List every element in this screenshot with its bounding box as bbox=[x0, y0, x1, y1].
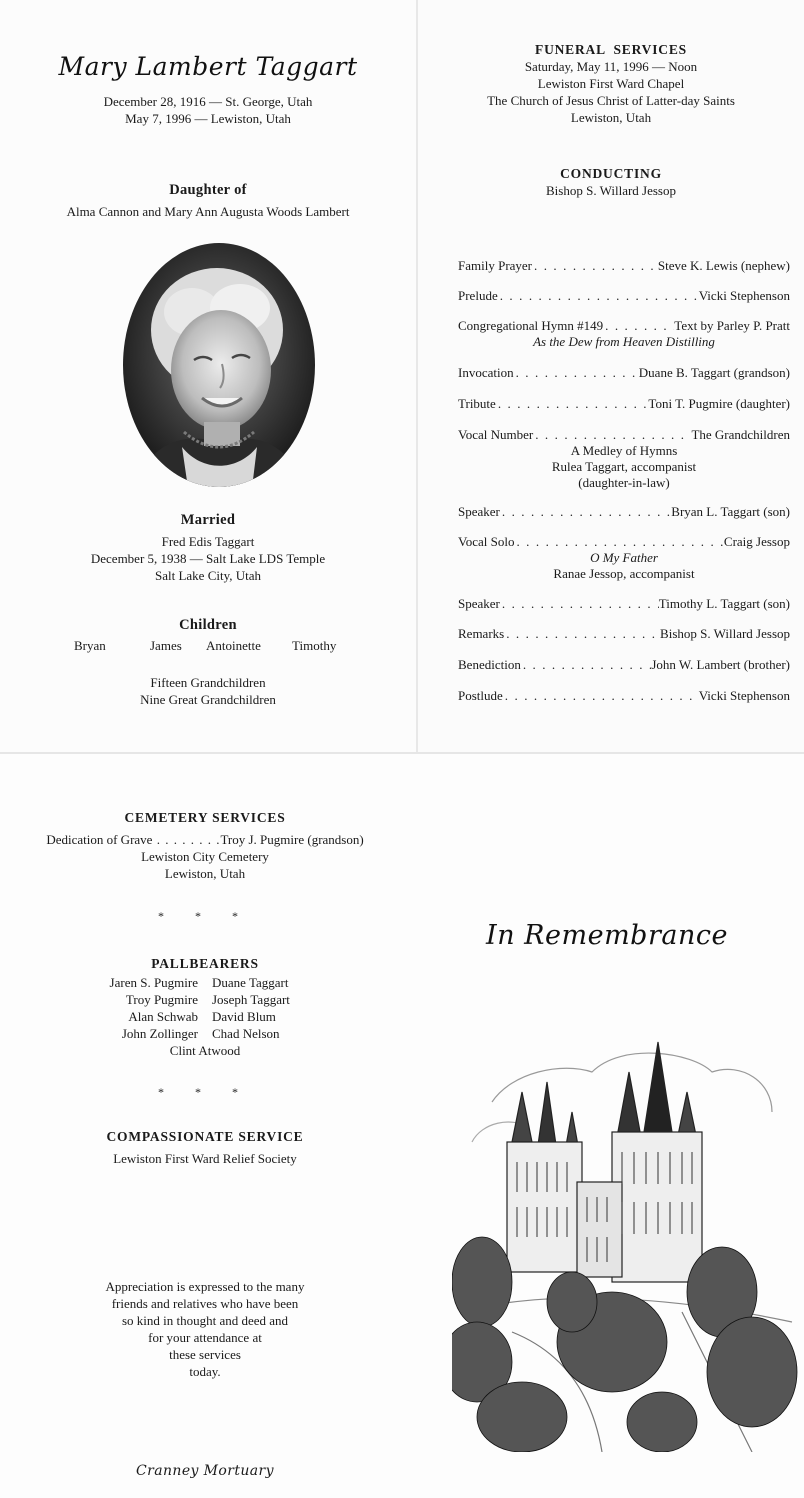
parents-names: Alma Cannon and Mary Ann Augusta Woods Lambert bbox=[66, 204, 350, 219]
program-value: Bryan L. Taggart (son) bbox=[671, 504, 790, 519]
program-row bbox=[458, 318, 790, 350]
program-value: Vicki Stephenson bbox=[698, 288, 790, 303]
program-label: Invocation bbox=[458, 365, 514, 380]
program-label: Prelude bbox=[458, 288, 498, 303]
appreciation-line: for your attendance at bbox=[148, 1330, 262, 1345]
program-row bbox=[458, 626, 790, 642]
cemetery-name: Lewiston City Cemetery bbox=[141, 849, 269, 864]
appreciation-line: so kind in thought and deed and bbox=[121, 1313, 289, 1328]
great-grandchildren-count: Nine Great Grandchildren bbox=[140, 692, 276, 707]
dot-leader bbox=[496, 396, 649, 412]
death-line: May 7, 1996 — Lewiston, Utah bbox=[125, 111, 291, 126]
chapel-name: Lewiston First Ward Chapel bbox=[537, 76, 685, 91]
program-label: Benediction bbox=[458, 657, 521, 672]
program-label: Speaker bbox=[458, 596, 500, 611]
marriage-section bbox=[0, 512, 416, 584]
marriage-date: December 5, 1938 — Salt Lake LDS Temple bbox=[90, 551, 326, 566]
grandchildren-count: Fifteen Grandchildren bbox=[150, 675, 266, 690]
parents-section bbox=[0, 182, 416, 220]
grandchildren-section bbox=[0, 674, 416, 708]
funeral-section bbox=[418, 42, 804, 126]
program-label: Remarks bbox=[458, 626, 505, 641]
program-label: Vocal Number bbox=[458, 427, 534, 442]
married-heading: Married bbox=[180, 512, 236, 528]
dot-leader bbox=[521, 657, 652, 673]
dot-leader bbox=[504, 626, 660, 642]
program-row bbox=[458, 365, 790, 381]
conducting-heading: CONDUCTING bbox=[560, 166, 662, 181]
daughter-heading: Daughter of bbox=[169, 182, 247, 198]
dot-leader bbox=[603, 318, 674, 334]
program-row bbox=[458, 427, 790, 491]
mortuary-name: Cranney Mortuary bbox=[136, 1463, 274, 1479]
funeral-heading: FUNERAL SERVICES bbox=[535, 42, 687, 57]
pallbearer-name: David Blum bbox=[212, 1009, 276, 1024]
funeral-date: Saturday, May 11, 1996 — Noon bbox=[524, 59, 698, 74]
program-label: Vocal Solo bbox=[458, 534, 515, 549]
dedication-label: Dedication of Grave bbox=[46, 832, 153, 847]
solo-accompanist: Ranae Jessop, accompanist bbox=[553, 566, 695, 581]
conductor-name: Bishop S. Willard Jessop bbox=[546, 183, 676, 198]
pallbearer-name: Duane Taggart bbox=[212, 975, 289, 990]
cover-title: In Remembrance bbox=[486, 920, 728, 951]
funeral-city: Lewiston, Utah bbox=[570, 110, 652, 125]
solo-title: O My Father bbox=[590, 550, 658, 565]
appreciation-line: today. bbox=[189, 1364, 221, 1379]
pallbearer-name: Jaren S. Pugmire bbox=[109, 975, 198, 990]
compassionate-section bbox=[0, 1129, 410, 1167]
life-dates bbox=[0, 93, 416, 127]
pallbearer-name: John Zollinger bbox=[121, 1026, 198, 1041]
program-value: Timothy L. Taggart (son) bbox=[658, 596, 790, 611]
hymn-title: As the Dew from Heaven Distilling bbox=[533, 334, 715, 349]
separator-stars: * * * bbox=[158, 1085, 252, 1099]
dot-leader bbox=[500, 596, 659, 612]
compassionate-org: Lewiston First Ward Relief Society bbox=[113, 1151, 297, 1166]
program-value: The Grandchildren bbox=[691, 427, 790, 442]
cemetery-heading: CEMETERY SERVICES bbox=[124, 810, 286, 825]
program-row bbox=[458, 396, 790, 412]
program-panel bbox=[418, 0, 804, 752]
temple-illustration bbox=[452, 1032, 798, 1452]
birth-line: December 28, 1916 — St. George, Utah bbox=[103, 94, 313, 109]
dedication-line bbox=[0, 831, 410, 848]
vocal-number-detail: Rulea Taggart, accompanist bbox=[551, 459, 697, 474]
dot-leader bbox=[500, 504, 671, 520]
children-heading: Children bbox=[179, 617, 237, 633]
appreciation-line: friends and relatives who have been bbox=[111, 1296, 299, 1311]
program-label: Postlude bbox=[458, 688, 503, 703]
child-name: Antoinette bbox=[206, 638, 261, 653]
program-row bbox=[458, 258, 790, 274]
church-name: The Church of Jesus Christ of Latter-day Saints bbox=[487, 93, 735, 108]
children-list bbox=[0, 637, 416, 654]
vocal-number-detail: A Medley of Hymns bbox=[570, 443, 678, 458]
program-value: Duane B. Taggart (grandson) bbox=[638, 365, 790, 380]
program-row bbox=[458, 288, 790, 304]
pallbearers-list bbox=[95, 974, 315, 1042]
child-name: Bryan bbox=[74, 638, 106, 653]
appreciation-line: Appreciation is expressed to the many bbox=[105, 1279, 305, 1294]
deceased-name: Mary Lambert Taggart bbox=[58, 52, 358, 81]
program-value: Bishop S. Willard Jessop bbox=[660, 626, 790, 641]
program-value: Steve K. Lewis (nephew) bbox=[657, 258, 790, 273]
pallbearer-name: Alan Schwab bbox=[128, 1009, 198, 1024]
spouse-name: Fred Edis Taggart bbox=[161, 534, 255, 549]
program-row bbox=[458, 688, 790, 704]
cemetery-section bbox=[0, 810, 410, 882]
vocal-number-detail: (daughter-in-law) bbox=[578, 475, 670, 490]
cemetery-city: Lewiston, Utah bbox=[164, 866, 246, 881]
program-label: Family Prayer bbox=[458, 258, 533, 273]
program-value: Toni T. Pugmire (daughter) bbox=[648, 396, 790, 411]
dot-leader bbox=[514, 534, 723, 550]
pallbearer-name: Troy Pugmire bbox=[125, 992, 198, 1007]
dot-leader bbox=[532, 258, 658, 274]
separator-stars: * * * bbox=[158, 909, 252, 923]
pallbearer-name: Joseph Taggart bbox=[212, 992, 290, 1007]
program-value: John W. Lambert (brother) bbox=[651, 657, 790, 672]
conducting-section bbox=[418, 166, 804, 199]
program-label: Speaker bbox=[458, 504, 500, 519]
dot-leader bbox=[533, 427, 691, 443]
program-value: Craig Jessop bbox=[723, 534, 790, 549]
child-name: James bbox=[150, 638, 182, 653]
dot-leader bbox=[514, 365, 639, 381]
program-row bbox=[458, 657, 790, 673]
dot-leader bbox=[498, 288, 699, 304]
portrait-photo bbox=[122, 242, 316, 488]
program-value: Vicki Stephenson bbox=[698, 688, 790, 703]
program-row bbox=[458, 596, 790, 612]
pallbearers-heading: PALLBEARERS bbox=[151, 956, 259, 971]
child-name: Timothy bbox=[292, 638, 337, 653]
program-row bbox=[458, 534, 790, 582]
pallbearer-name: Clint Atwood bbox=[169, 1043, 241, 1058]
dedication-value: Troy J. Pugmire (grandson) bbox=[220, 832, 364, 847]
appreciation-line: these services bbox=[169, 1347, 241, 1362]
pallbearer-name: Chad Nelson bbox=[212, 1026, 280, 1041]
program-value: Text by Parley P. Pratt bbox=[674, 318, 790, 333]
dot-leader: . . . . . . . . bbox=[152, 832, 221, 847]
marriage-place: Salt Lake City, Utah bbox=[154, 568, 262, 583]
compassionate-heading: COMPASSIONATE SERVICE bbox=[106, 1129, 304, 1144]
dot-leader bbox=[503, 688, 699, 704]
program-label: Congregational Hymn #149 bbox=[458, 318, 604, 333]
pallbearers-section bbox=[0, 956, 410, 1059]
children-section bbox=[0, 617, 416, 654]
program-row bbox=[458, 504, 790, 520]
program-label: Tribute bbox=[458, 396, 496, 411]
appreciation-note bbox=[0, 1278, 410, 1380]
